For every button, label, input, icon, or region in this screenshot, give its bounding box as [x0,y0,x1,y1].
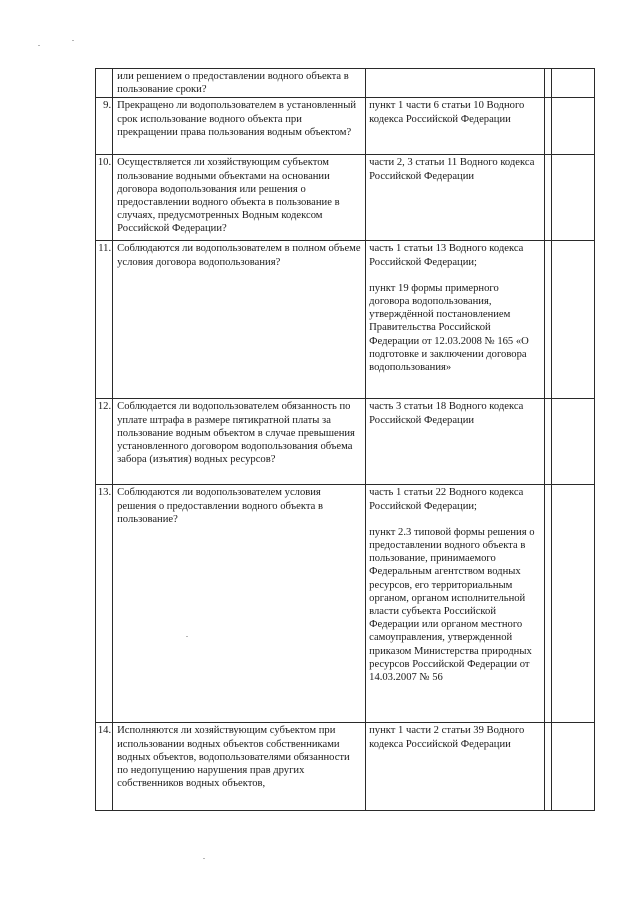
question-cell: Осуществляется ли хозяйствующим субъектом пользование водными объектами на основании договора водопользования или решения о предоставлении водного объекта в пользование в случаях, предусмотренных Водным кодексом Российской Федерации? [113,155,366,241]
answer-cell [544,485,551,723]
reference-text: часть 1 статьи 22 Водного кодекса Российской Федерации; [369,487,524,512]
row-number: 13. [96,485,113,723]
reference-cell [366,98,544,155]
question-cell: или решением о предоставлении водного объекта в пользование сроки? [113,69,366,98]
scan-speck [38,45,40,46]
table-row [96,69,595,98]
note-cell [551,69,594,98]
reference-cell [366,399,544,485]
note-cell [551,98,594,155]
paragraph-gap [369,269,540,282]
answer-cell [544,98,551,155]
reference-text: пункт 1 части 6 статьи 10 Водного кодекса Российской Федерации [369,100,525,125]
table-row [96,723,595,811]
question-cell: Соблюдаются ли водопользователем условия решения о предоставлении водного объекта в пользование? [113,485,366,723]
note-cell [551,723,594,811]
answer-cell [544,69,551,98]
reference-cell [366,241,544,399]
note-cell [551,399,594,485]
answer-cell [544,241,551,399]
reference-cell [366,69,544,98]
row-number: 9. [96,98,113,155]
reference-text: пункт 1 части 2 статьи 39 Водного кодекса Российской Федерации [369,725,525,750]
row-number: 10. [96,155,113,241]
question-cell: Соблюдается ли водопользователем обязанность по уплате штрафа в размере пятикратной платы за пользование водным объектом в случае превышения установленного договором водопользования объема забора (изъятия) водных ресурсов? [113,399,366,485]
note-cell [551,155,594,241]
table-row [96,241,595,399]
scan-speck [203,858,205,859]
reference-text: части 2, 3 статьи 11 Водного кодекса Российской Федерации [369,157,535,182]
answer-cell [544,723,551,811]
answer-cell [544,155,551,241]
table-row [96,399,595,485]
reference-text: пункт 19 формы примерного договора водопользования, утверждённой постановлением Правительства Российской Федерации от 12.03.2008 № 165 «О подготовке и заключении договора водопользования» [369,282,529,374]
note-cell [551,485,594,723]
reference-cell [366,155,544,241]
row-number: 12. [96,399,113,485]
question-cell: Соблюдаются ли водопользователем в полном объеме условия договора водопользования? [113,241,366,399]
reference-cell [366,723,544,811]
table-row [96,155,595,241]
reference-cell [366,485,544,723]
question-cell: Прекращено ли водопользователем в установленный срок использование водного объекта при прекращении права пользования водным объектом? [113,98,366,155]
reference-text: пункт 2.3 типовой формы решения о предоставлении водного объекта в пользование, принимаемого Федеральным агентством водных ресурсов, его территориальным органом, органом исполнительной власти субъекта Российской Федерации или органом местного самоуправления, утвержденной приказом Министерства природных ресурсов Российской Федерации от 14.03.2007 № 56 [369,526,535,684]
reference-text: часть 1 статьи 13 Водного кодекса Российской Федерации; [369,243,524,268]
reference-text: часть 3 статьи 18 Водного кодекса Российской Федерации [369,401,524,426]
note-cell [551,241,594,399]
paragraph-gap [369,513,540,526]
row-number: 11. [96,241,113,399]
row-number [96,69,113,98]
table-row [96,485,595,723]
answer-cell [544,399,551,485]
row-number: 14. [96,723,113,811]
scan-speck [72,40,74,41]
checklist-table [95,68,595,811]
question-cell: Исполняются ли хозяйствующим субъектом при использовании водных объектов собственниками водных объектов, водопользователями обязанности по недопущению нарушения прав других собственников водных объектов, [113,723,366,811]
table-row [96,98,595,155]
